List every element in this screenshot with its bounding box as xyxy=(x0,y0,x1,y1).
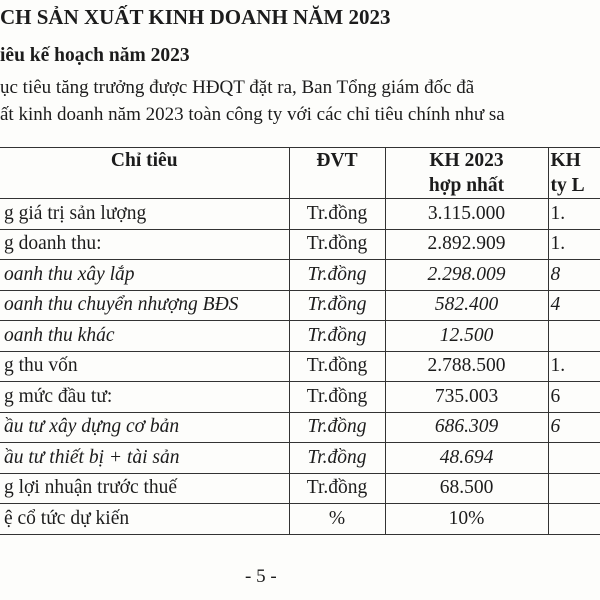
row-criteria: oanh thu xây lắp xyxy=(0,260,289,291)
row-plan-value: 2.892.909 xyxy=(385,229,548,260)
row-criteria: g giá trị sản lượng xyxy=(0,199,289,230)
subsection-heading: iêu kế hoạch năm 2023 xyxy=(0,45,190,66)
row-plan-value: 735.003 xyxy=(385,382,548,413)
row-plan-value: 2.788.500 xyxy=(385,351,548,382)
header-criteria: Chỉ tiêu xyxy=(0,148,289,199)
table-row xyxy=(0,290,600,321)
row-unit: Tr.đồng xyxy=(289,260,385,291)
row-unit: Tr.đồng xyxy=(289,290,385,321)
header-unit: ĐVT xyxy=(289,148,385,199)
row-plan-value: 12.500 xyxy=(385,321,548,352)
row-unit: Tr.đồng xyxy=(289,473,385,504)
row-unit: Tr.đồng xyxy=(289,382,385,413)
row-plan-value: 48.694 xyxy=(385,443,548,474)
row-criteria: oanh thu khác xyxy=(0,321,289,352)
table-header-row xyxy=(0,148,600,199)
row-criteria: g thu vốn xyxy=(0,351,289,382)
row-plan-value: 686.309 xyxy=(385,412,548,443)
row-company-value xyxy=(548,321,600,352)
row-plan-value: 3.115.000 xyxy=(385,199,548,230)
table-row xyxy=(0,351,600,382)
table-row xyxy=(0,260,600,291)
row-unit: Tr.đồng xyxy=(289,321,385,352)
row-company-value: 1. xyxy=(548,229,600,260)
row-plan-value: 68.500 xyxy=(385,473,548,504)
paragraph-line-1: ục tiêu tăng trưởng được HĐQT đặt ra, Ban Tổng giám đốc đã xyxy=(0,77,475,98)
table-row xyxy=(0,199,600,230)
row-company-value: 1. xyxy=(548,351,600,382)
row-company-value: 8 xyxy=(548,260,600,291)
row-plan-value: 10% xyxy=(385,504,548,535)
row-company-value: 6 xyxy=(548,382,600,413)
table-row xyxy=(0,504,600,535)
section-heading: CH SẢN XUẤT KINH DOANH NĂM 2023 xyxy=(0,5,391,29)
row-criteria: g mức đầu tư: xyxy=(0,382,289,413)
table-row xyxy=(0,473,600,504)
row-unit: % xyxy=(289,504,385,535)
row-criteria: ầu tư xây dựng cơ bản xyxy=(0,412,289,443)
table-row xyxy=(0,382,600,413)
row-company-value xyxy=(548,504,600,535)
row-plan-value: 582.400 xyxy=(385,290,548,321)
table-row xyxy=(0,443,600,474)
header-plan-consolidated: KH 2023 hợp nhất xyxy=(385,148,548,199)
row-criteria: oanh thu chuyển nhượng BĐS xyxy=(0,290,289,321)
row-criteria: ầu tư thiết bị + tài sản xyxy=(0,443,289,474)
row-company-value xyxy=(548,473,600,504)
table-row xyxy=(0,321,600,352)
row-unit: Tr.đồng xyxy=(289,351,385,382)
paragraph-line-2: ất kinh doanh năm 2023 toàn công ty với các chỉ tiêu chính như sa xyxy=(0,104,505,125)
row-unit: Tr.đồng xyxy=(289,412,385,443)
table-row xyxy=(0,229,600,260)
row-criteria: g doanh thu: xyxy=(0,229,289,260)
row-unit: Tr.đồng xyxy=(289,199,385,230)
row-company-value: 4 xyxy=(548,290,600,321)
row-company-value: 6 xyxy=(548,412,600,443)
page-number: - 5 - xyxy=(245,566,277,587)
row-criteria: g lợi nhuận trước thuế xyxy=(0,473,289,504)
row-plan-value: 2.298.009 xyxy=(385,260,548,291)
row-criteria: ệ cổ tức dự kiến xyxy=(0,504,289,535)
table-row xyxy=(0,412,600,443)
row-company-value: 1. xyxy=(548,199,600,230)
row-unit: Tr.đồng xyxy=(289,443,385,474)
plan-table xyxy=(0,147,600,535)
row-unit: Tr.đồng xyxy=(289,229,385,260)
row-company-value xyxy=(548,443,600,474)
header-plan-company: KH ty L xyxy=(548,148,600,199)
